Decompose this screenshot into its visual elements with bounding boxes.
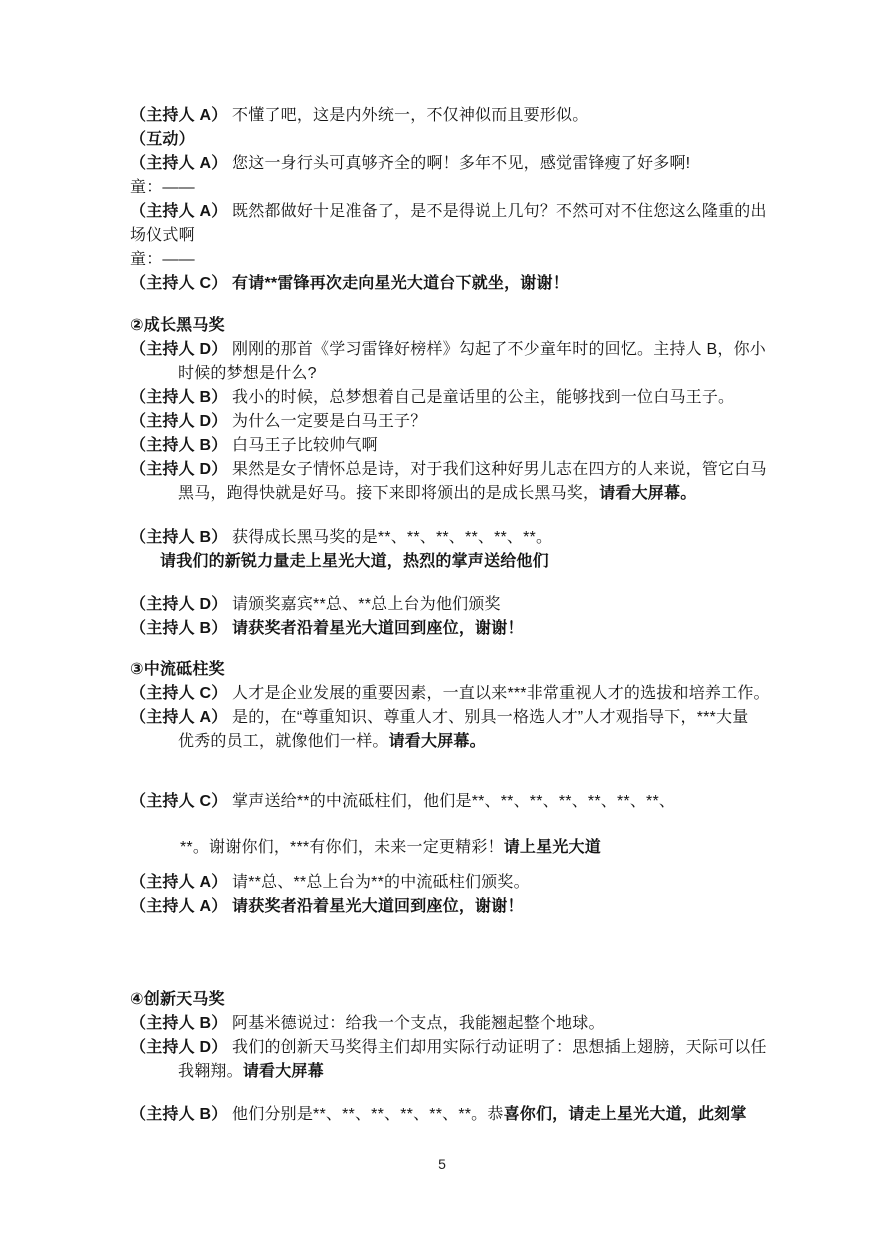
speaker-label: （主持人 A） — [130, 898, 228, 915]
text-run: 黑马，跑得快就是好马。接下来即将颁出的是成长黑马奖， — [178, 485, 600, 502]
text-run: 既然都做好十足准备了，是不是得说上几句？不然可对不住您这么隆重的出 — [227, 203, 767, 220]
speaker-label: （主持人 C） — [130, 685, 228, 702]
script-line — [130, 104, 770, 128]
script-line — [130, 458, 770, 482]
text-run: 我们的创新天马奖得主们却用实际行动证明了：思想插上翅膀，天际可以任 — [227, 1039, 767, 1056]
script-line — [130, 272, 770, 296]
text-run: 有请**雷锋再次走向星光大道台下就坐，谢谢！ — [227, 275, 569, 292]
speaker-label: （主持人 B） — [130, 620, 228, 637]
text-run: 请看大屏幕。 — [599, 485, 697, 502]
text-run: ④创新天马奖 — [130, 991, 225, 1008]
text-run: 童：—— — [130, 179, 195, 196]
text-run: 场仪式啊 — [130, 227, 195, 244]
text-run: **。谢谢你们，***有你们，未来一定更精彩！ — [180, 839, 504, 856]
section-heading — [130, 314, 770, 338]
text-run: 喜你们，请走上星光大道，此刻掌 — [503, 1106, 747, 1123]
speaker-label: （主持人 B） — [130, 389, 228, 406]
speaker-label: （主持人 D） — [130, 413, 228, 430]
text-run: 我小的时候，总梦想着自己是童话里的公主，能够找到一位白马王子。 — [227, 389, 735, 406]
script-line — [130, 434, 770, 458]
speaker-label: （主持人 C） — [130, 793, 228, 810]
script-line — [130, 526, 770, 550]
script-line — [130, 338, 770, 362]
speaker-label: （主持人 A） — [130, 203, 228, 220]
script-line — [130, 128, 770, 152]
text-run: 为什么一定要是白马王子？ — [227, 413, 427, 430]
section-heading — [130, 988, 770, 1012]
text-run: 请我们的新锐力量走上星光大道，热烈的掌声送给他们 — [160, 553, 549, 570]
script-line — [130, 386, 770, 410]
text-run: 人才是企业发展的重要因素，一直以来***非常重视人才的选拔和培养工作。 — [227, 685, 770, 702]
speaker-label: （互动） — [130, 131, 195, 148]
speaker-label: （主持人 D） — [130, 341, 228, 358]
document-content — [130, 104, 770, 1127]
script-line — [130, 895, 770, 919]
script-line — [130, 871, 770, 895]
script-line — [130, 362, 770, 386]
text-run: 请获奖者沿着星光大道回到座位，谢谢！ — [227, 898, 524, 915]
speaker-label: （主持人 B） — [130, 437, 228, 454]
text-run: 您这一身行头可真够齐全的啊！多年不见，感觉雷锋瘦了好多啊! — [227, 155, 691, 172]
section-heading — [130, 658, 770, 682]
text-run: 童：—— — [130, 251, 195, 268]
text-run: 请看大屏幕。 — [388, 733, 486, 750]
script-line — [130, 682, 770, 706]
text-run: 不懂了吧，这是内外统一，不仅神似而且要形似。 — [227, 107, 589, 124]
speaker-label: （主持人 B） — [130, 529, 228, 546]
script-line — [130, 200, 770, 224]
text-run: 请获奖者沿着星光大道回到座位，谢谢！ — [227, 620, 524, 637]
script-line — [130, 706, 770, 730]
page-number: 5 — [438, 1156, 446, 1172]
script-line — [130, 482, 770, 506]
script-line — [130, 1060, 770, 1084]
script-line — [130, 1012, 770, 1036]
script-line — [130, 1036, 770, 1060]
script-line — [130, 836, 770, 860]
text-run: 我翱翔。 — [178, 1063, 243, 1080]
script-line — [130, 790, 770, 814]
text-run: 请上星光大道 — [503, 839, 601, 856]
script-line — [130, 730, 770, 754]
script-line — [130, 152, 770, 176]
text-run: 掌声送给**的中流砥柱们，他们是**、**、**、**、**、**、**、 — [227, 793, 676, 810]
speaker-label: （主持人 D） — [130, 596, 228, 613]
speaker-label: （主持人 B） — [130, 1015, 228, 1032]
text-run: 阿基米德说过：给我一个支点，我能翘起整个地球。 — [227, 1015, 605, 1032]
text-run: 获得成长黑马奖的是**、**、**、**、**、**。 — [227, 529, 553, 546]
speaker-label: （主持人 C） — [130, 275, 228, 292]
script-line — [130, 248, 770, 272]
text-run: 刚刚的那首《学习雷锋好榜样》勾起了不少童年时的回忆。主持人 B，你小 — [227, 341, 766, 358]
text-run: ②成长黑马奖 — [130, 317, 225, 334]
script-line — [130, 550, 770, 574]
script-line — [130, 410, 770, 434]
text-run: 请看大屏幕 — [242, 1063, 324, 1080]
text-run: ③中流砥柱奖 — [130, 661, 225, 678]
text-run: 请颁奖嘉宾**总、**总上台为他们颁奖 — [227, 596, 501, 613]
speaker-label: （主持人 A） — [130, 107, 228, 124]
speaker-label: （主持人 D） — [130, 1039, 228, 1056]
speaker-label: （主持人 A） — [130, 874, 228, 891]
speaker-label: （主持人 A） — [130, 155, 228, 172]
script-line — [130, 224, 770, 248]
text-run: 他们分别是**、**、**、**、**、**。恭 — [227, 1106, 504, 1123]
text-run: 时候的梦想是什么? — [178, 365, 317, 382]
script-line — [130, 176, 770, 200]
script-line — [130, 1103, 770, 1127]
text-run: 请**总、**总上台为**的中流砥柱们颁奖。 — [227, 874, 530, 891]
text-run: 是的，在“尊重知识、尊重人才、别具一格选人才”人才观指导下，***大量 — [227, 709, 749, 726]
speaker-label: （主持人 B） — [130, 1106, 228, 1123]
text-run: 优秀的员工，就像他们一样。 — [178, 733, 389, 750]
script-line — [130, 593, 770, 617]
text-run: 果然是女子情怀总是诗，对于我们这种好男儿志在四方的人来说，管它白马 — [227, 461, 767, 478]
script-line — [130, 617, 770, 641]
text-run: 白马王子比较帅气啊 — [227, 437, 378, 454]
speaker-label: （主持人 A） — [130, 709, 228, 726]
speaker-label: （主持人 D） — [130, 461, 228, 478]
